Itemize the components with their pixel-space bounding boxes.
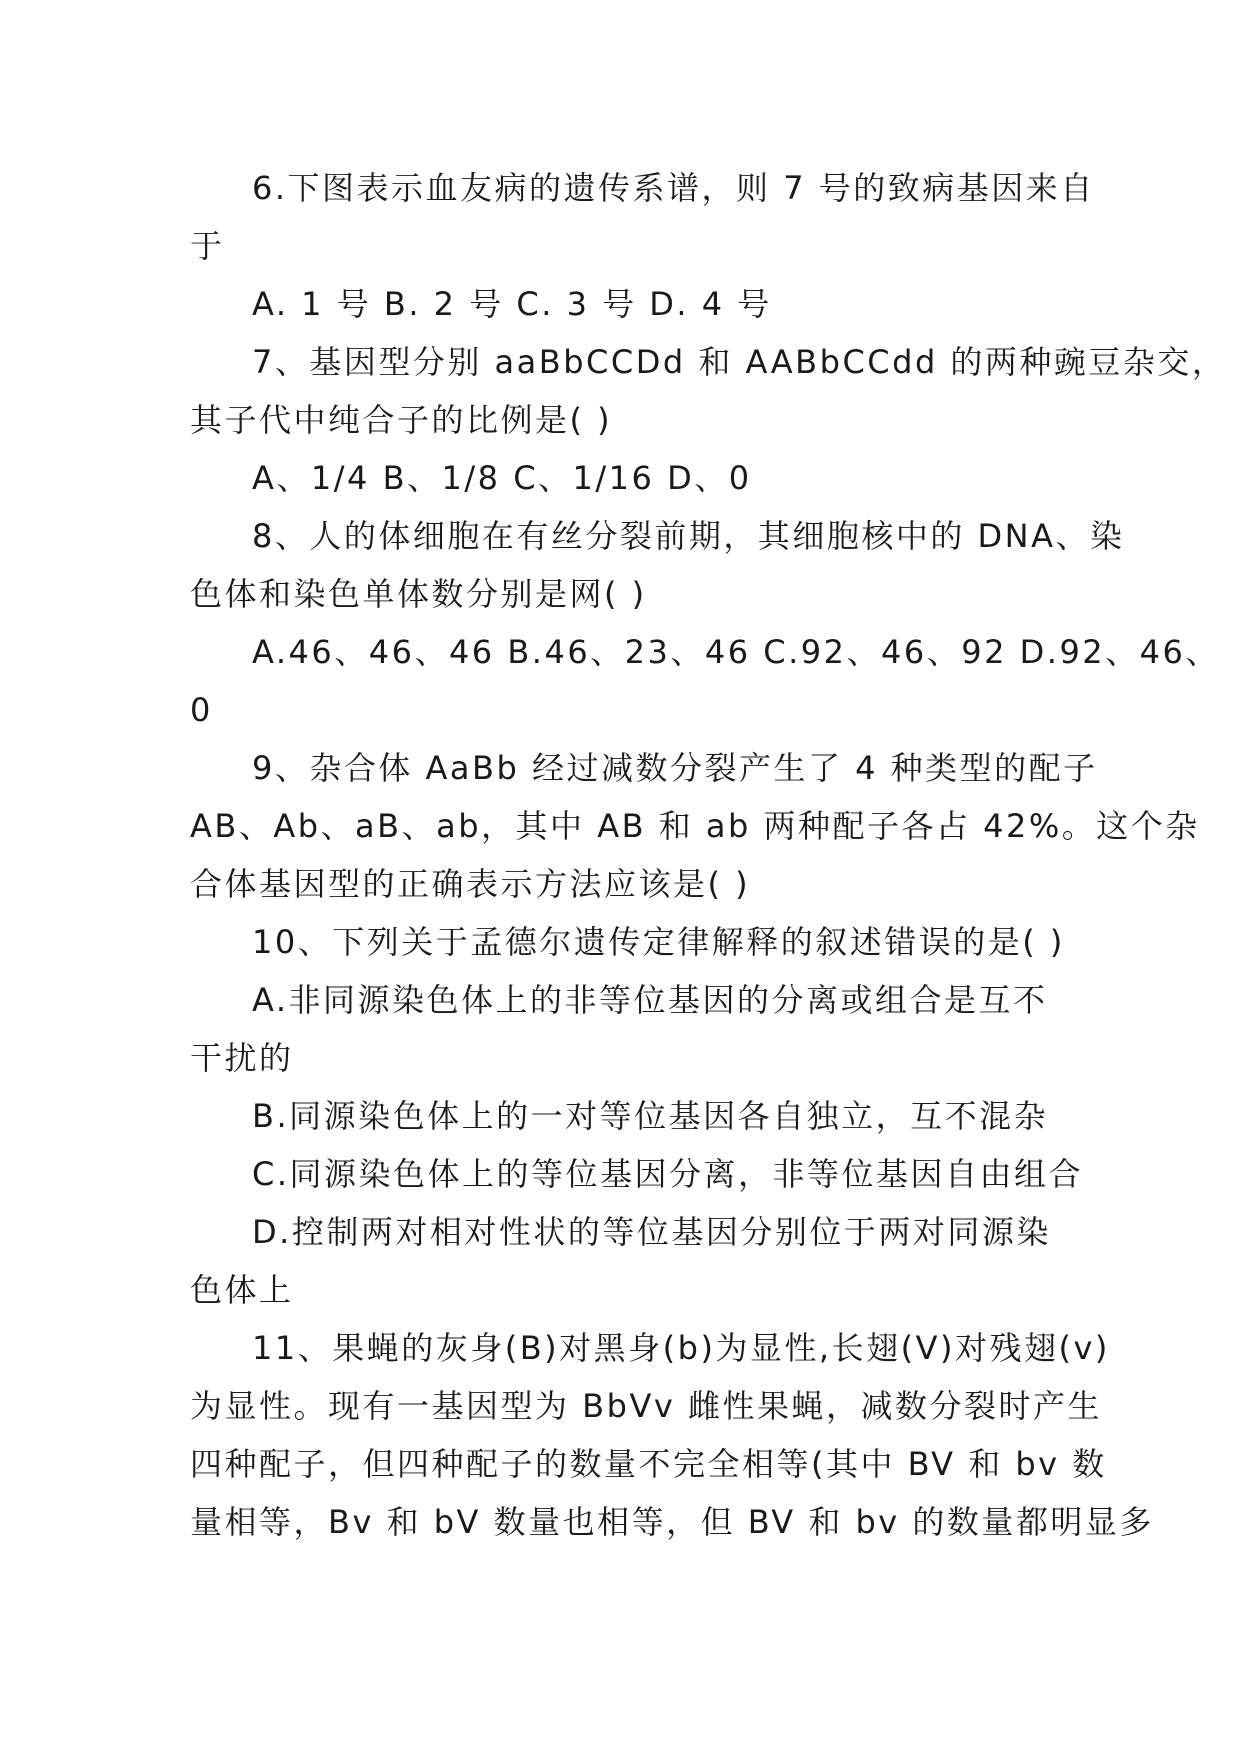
text-line-q9: 9、杂合体 AaBb 经过减数分裂产生了 4 种类型的配子: [252, 749, 1098, 787]
text-line-q8-options-cont: 0: [190, 691, 213, 729]
text-line-q10-option-b: B.同源染色体上的一对等位基因各自独立，互不混杂: [252, 1097, 1049, 1135]
body-text: [190, 159, 1227, 1551]
text-line-q11-cont-1: 为显性。现有一基因型为 BbVv 雌性果蝇，减数分裂时产生: [190, 1387, 1102, 1425]
text-line-q10: 10、下列关于孟德尔遗传定律解释的叙述错误的是( ): [252, 923, 1065, 961]
text-line-q7: 7、基因型分别 aaBbCCDd 和 AABbCCdd 的两种豌豆杂交，: [252, 343, 1227, 381]
text-line-q6-options: A. 1 号 B. 2 号 C. 3 号 D. 4 号: [252, 285, 772, 323]
text-line-q9-cont-2: 合体基因型的正确表示方法应该是( ): [190, 865, 751, 903]
text-line-q6: 6.下图表示血友病的遗传系谱，则 7 号的致病基因来自: [252, 169, 1095, 207]
text-line-q10-option-a-cont: 干扰的: [190, 1039, 294, 1077]
text-line-q8-cont: 色体和染色单体数分别是网( ): [190, 575, 647, 613]
text-line-q10-option-a: A.非同源染色体上的非等位基因的分离或组合是互不: [252, 981, 1048, 1019]
text-line-q10-option-d: D.控制两对相对性状的等位基因分别位于两对同源染: [252, 1213, 1051, 1251]
text-line-q7-cont: 其子代中纯合子的比例是( ): [190, 401, 613, 439]
text-line-q8-options: A.46、46、46 B.46、23、46 C.92、46、92 D.92、46、: [252, 633, 1220, 671]
text-line-q10-option-c: C.同源染色体上的等位基因分离，非等位基因自由组合: [252, 1155, 1084, 1193]
text-line-q11: 11、果蝇的灰身(B)对黑身(b)为显性,长翅(V)对残翅(v): [252, 1329, 1110, 1367]
text-line-q11-cont-2: 四种配子，但四种配子的数量不完全相等(其中 BV 和 bv 数: [190, 1445, 1107, 1483]
text-line-q11-cont-3: 量相等，Bv 和 bV 数量也相等，但 BV 和 bv 的数量都明显多: [190, 1503, 1154, 1541]
text-line-q8: 8、人的体细胞在有丝分裂前期，其细胞核中的 DNA、染: [252, 517, 1125, 555]
text-line-q6-cont: 于: [190, 227, 225, 265]
text-line-q9-cont-1: AB、Ab、aB、ab，其中 AB 和 ab 两种配子各占 42%。这个杂: [190, 807, 1200, 845]
text-line-q7-options: A、1/4 B、1/8 C、1/16 D、0: [252, 459, 752, 497]
text-line-q10-option-d-cont: 色体上: [190, 1271, 294, 1309]
